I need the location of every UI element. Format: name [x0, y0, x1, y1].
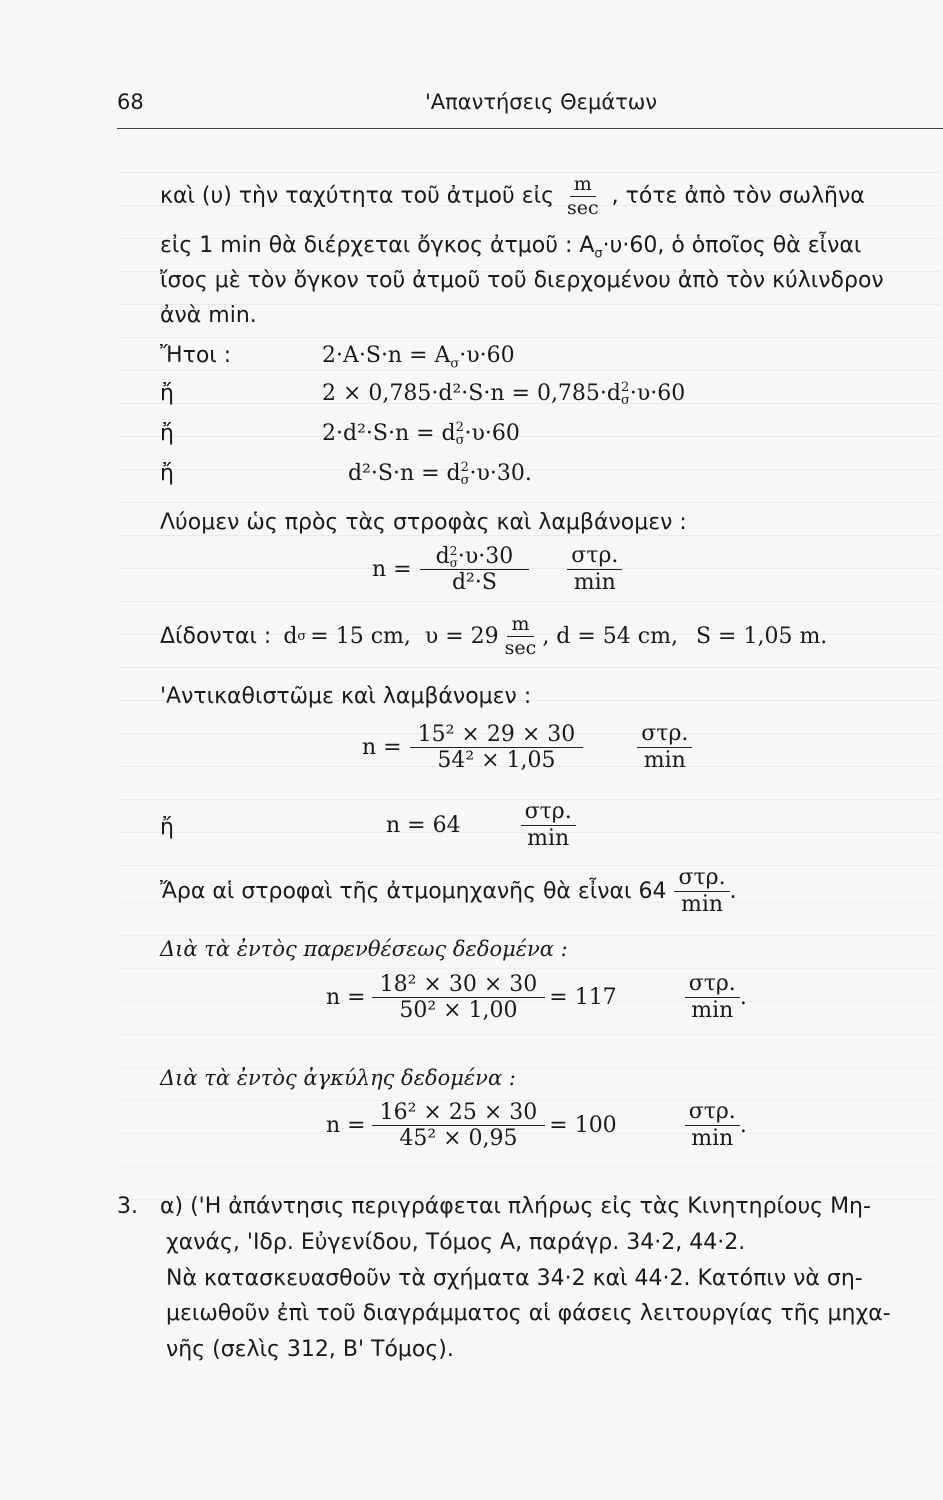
- solve-equation: [372, 544, 622, 595]
- text-run: n =: [326, 985, 366, 1011]
- subscript: σ: [450, 356, 460, 372]
- subscript: σ: [455, 433, 465, 448]
- paragraph-line-1: [160, 174, 865, 219]
- text-run: 2 × 0,785·d²·S·n = 0,785·d: [322, 381, 621, 406]
- or-label-4: ἤ: [160, 815, 174, 840]
- text-run: , τότε ἀπὸ τὸν σωλῆνα: [611, 183, 865, 209]
- text-run: ·υ·60, ὁ ὁποῖος θὰ εἶναι: [602, 233, 862, 258]
- header-rule: [117, 128, 943, 129]
- fraction-denominator: min: [681, 892, 724, 918]
- text-run: ·υ·60: [629, 381, 686, 406]
- fraction-denominator: d²·S: [451, 569, 497, 595]
- unit-fraction: [674, 866, 729, 917]
- fraction-denominator: min: [691, 998, 734, 1024]
- fraction-numerator: στρ.: [521, 800, 576, 826]
- conclusion-line: [160, 866, 737, 917]
- or-label-1: ἤ: [160, 381, 174, 406]
- unit-fraction: [685, 1100, 740, 1151]
- text-run: n =: [362, 735, 402, 761]
- text-run: .: [739, 1113, 747, 1139]
- item-number: 3.: [117, 1194, 138, 1219]
- text-run: = 15 cm,: [310, 623, 411, 649]
- fraction-numerator: m: [507, 614, 533, 637]
- given-label: Δίδονται :: [160, 623, 272, 649]
- paragraph-line-3: ἴσος μὲ τὸν ὄγκον τοῦ ἀτμοῦ τοῦ διερχομένου ἀπὸ τὸν κύλινδρον: [160, 268, 884, 293]
- item3-line-3: Νὰ κατασκευασθοῦν τὰ σχήματα 34·2 καὶ 44·2. Κατόπιν νὰ ση-: [166, 1266, 863, 1291]
- substitute-text: 'Αντικαθιστῶμε καὶ λαμβάνομεν :: [160, 684, 532, 709]
- bleed-through-texture-lower: [120, 880, 940, 1200]
- paren-heading: Διὰ τὰ ἐντὸς παρενθέσεως δεδομένα :: [160, 937, 568, 961]
- text-run: n = 64: [386, 813, 461, 839]
- fraction-denominator: min: [573, 570, 616, 596]
- equation-1: [322, 343, 515, 371]
- substitute-fraction: [410, 723, 584, 773]
- text-run: ·υ·30: [457, 543, 514, 569]
- fraction-numerator: στρ.: [685, 1100, 740, 1126]
- fraction-numerator: m: [570, 174, 596, 197]
- text-run: ·υ·60: [459, 343, 515, 368]
- subscript: σ: [594, 246, 603, 262]
- given-values: [283, 614, 827, 659]
- item3-line-1: α) ('Η ἀπάντησις περιγράφεται πλήρως εἰς τὰς Κινητηρίους Μη-: [160, 1194, 871, 1219]
- equation-3: [322, 421, 520, 447]
- unit-fraction: [521, 800, 576, 851]
- fraction-denominator: min: [643, 748, 686, 774]
- text-run: = 117: [549, 985, 617, 1011]
- result-equation: [386, 800, 576, 851]
- bracket-equation: [326, 1100, 747, 1151]
- subscript: σ: [297, 628, 307, 644]
- text-run: ·υ·30.: [469, 461, 532, 486]
- given-line: [160, 614, 827, 659]
- fraction-denominator: sec: [566, 196, 599, 219]
- superscript: 2: [449, 543, 458, 558]
- fraction-numerator: στρ.: [674, 866, 729, 892]
- text-run: .: [729, 879, 737, 905]
- fraction-m-per-sec: [501, 614, 541, 659]
- fraction-m-per-sec: [563, 174, 603, 219]
- solve-fraction: [420, 545, 530, 595]
- paragraph-line-2: [160, 233, 861, 261]
- unit-fraction: [685, 972, 740, 1023]
- text-run: , d = 54 cm,: [542, 623, 678, 649]
- or-label-2: ἤ: [160, 421, 174, 446]
- equation-4: [348, 461, 532, 487]
- text-run: Ἄρα αἱ στροφαὶ τῆς ἀτμομηχανῆς θὰ εἶναι 64: [160, 879, 667, 905]
- fraction-denominator: 50² × 1,00: [399, 997, 518, 1023]
- text-run: υ = 29: [424, 623, 499, 649]
- text-run: n =: [372, 557, 412, 583]
- superscript: 2: [621, 380, 630, 395]
- solve-text: Λύομεν ὡς πρὸς τὰς στροφὰς καὶ λαμβάνομεν :: [160, 510, 687, 535]
- page-number: 68: [117, 90, 144, 114]
- superscript: 2: [460, 460, 469, 475]
- superscript: 2: [455, 420, 464, 435]
- unit-fraction: [637, 722, 692, 773]
- text-run: d: [283, 623, 298, 649]
- fraction-denominator: 54² × 1,05: [437, 747, 556, 773]
- fraction-numerator: 18² × 30 × 30: [372, 973, 546, 998]
- fraction-numerator: [420, 545, 530, 570]
- fraction-numerator: 16² × 25 × 30: [372, 1101, 546, 1126]
- item3-line-5: νῆς (σελὶς 312, Β' Τόμος).: [166, 1337, 454, 1362]
- fraction-denominator: min: [527, 826, 570, 852]
- item3-line-2: χανάς, 'Ιδρ. Εὐγενίδου, Τόμος Α, παράγρ. 34·2, 44·2.: [166, 1230, 746, 1255]
- fraction-numerator: 15² × 29 × 30: [410, 723, 584, 748]
- fraction-denominator: min: [691, 1126, 734, 1152]
- fraction-denominator: 45² × 0,95: [399, 1125, 518, 1151]
- text-run: ·υ·60: [464, 421, 520, 446]
- paragraph-line-4: ἀνὰ min.: [160, 303, 257, 328]
- item3-line-4: μειωθοῦν ἐπὶ τοῦ διαγράμματος αἱ φάσεις λειτουργίας τῆς μηχα-: [166, 1301, 891, 1326]
- or-label-3: ἤ: [160, 461, 174, 486]
- text-run: n =: [326, 1113, 366, 1139]
- substitute-equation: [362, 722, 692, 773]
- running-header: 'Απαντήσεις Θεμάτων: [425, 90, 658, 114]
- subscript: σ: [621, 393, 630, 408]
- subscript: σ: [449, 555, 458, 570]
- htoi-label: Ἤτοι :: [160, 343, 232, 368]
- text-run: .: [739, 985, 747, 1011]
- unit-fraction: [567, 544, 622, 595]
- text-run: καὶ (υ) τὴν ταχύτητα τοῦ ἀτμοῦ εἰς: [160, 183, 554, 209]
- text-run: d²·S·n = d: [348, 461, 461, 486]
- bracket-fraction: [372, 1101, 546, 1151]
- subscript: σ: [460, 473, 470, 488]
- text-run: d: [435, 543, 450, 569]
- equation-2: [322, 381, 685, 407]
- text-run: 2·d²·S·n = d: [322, 421, 456, 446]
- bracket-heading: Διὰ τὰ ἐντὸς ἀγκύλης δεδομένα :: [160, 1066, 516, 1090]
- text-run: εἰς 1 min θὰ διέρχεται ὄγκος ἀτμοῦ : A: [160, 233, 595, 258]
- text-run: = 100: [549, 1113, 617, 1139]
- fraction-denominator: sec: [504, 636, 537, 659]
- fraction-numerator: στρ.: [685, 972, 740, 998]
- paren-equation: [326, 972, 747, 1023]
- paren-fraction: [372, 973, 546, 1023]
- text-run: S = 1,05 m.: [695, 623, 828, 649]
- fraction-numerator: στρ.: [567, 544, 622, 570]
- text-run: 2·A·S·n = A: [322, 343, 451, 368]
- fraction-numerator: στρ.: [637, 722, 692, 748]
